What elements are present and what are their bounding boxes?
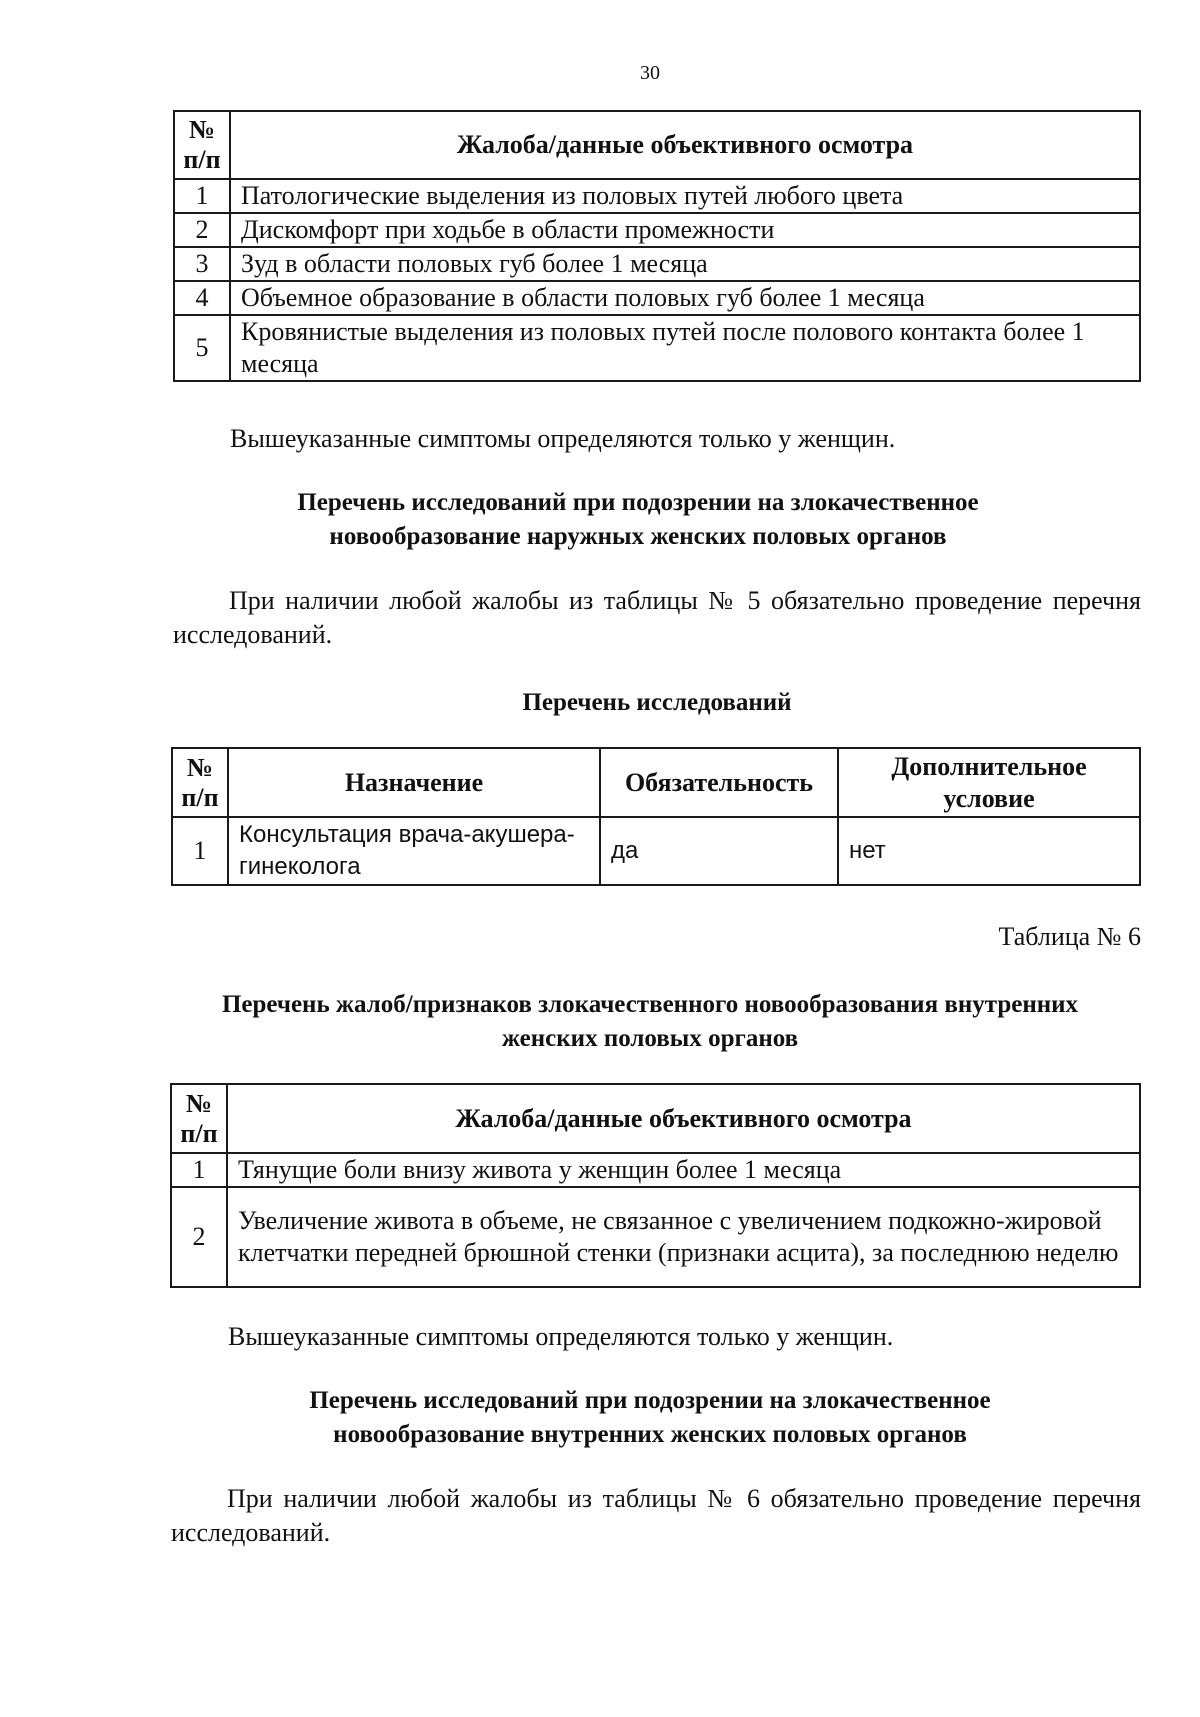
table-row xyxy=(172,817,1140,885)
table-row xyxy=(171,1153,1140,1187)
header-num: № п/п xyxy=(174,111,230,179)
note-symptoms-women-2: Вышеуказанные симптомы определяются только у женщин. xyxy=(228,1322,894,1351)
heading-exam-list: Перечень исследований xyxy=(522,689,792,716)
row-text: Объемное образование в области половых губ более 1 месяца xyxy=(230,281,1140,315)
table-row xyxy=(174,281,1140,315)
page-number: 30 xyxy=(640,62,660,84)
complaints-table-5 xyxy=(173,110,1141,382)
complaints-table-6 xyxy=(170,1083,1141,1288)
para-exam-internal: При наличии любой жалобы из таблицы № 6 обязательно проведение перечня исследований. xyxy=(171,1484,1141,1547)
table-row xyxy=(174,179,1140,213)
note-symptoms-women: Вышеуказанные симптомы определяются только у женщин. xyxy=(230,424,896,453)
table-header-row xyxy=(172,748,1140,817)
row-text: Дискомфорт при ходьбе в области промежности xyxy=(230,213,1140,247)
header-num: № п/п xyxy=(172,748,228,817)
table-header-row xyxy=(171,1084,1140,1153)
table-row xyxy=(174,247,1140,281)
heading-complaints-internal: Перечень жалоб/признаков злокачественного новообразования внутренних женских половых органов xyxy=(221,991,1079,1052)
row-num: 1 xyxy=(171,1153,227,1187)
row-num: 3 xyxy=(174,247,230,281)
row-extra: нет xyxy=(838,817,1140,885)
row-mandatory: да xyxy=(600,817,838,885)
header-purpose: Назначение xyxy=(228,748,600,817)
exams-table xyxy=(171,747,1141,886)
header-mandatory: Обязательность xyxy=(600,748,838,817)
row-num: 1 xyxy=(172,817,228,885)
heading-exam-internal: Перечень исследований при подозрении на злокачественное новообразование внутренних женских половых органов xyxy=(309,1387,991,1448)
header-extra: Дополнительное условие xyxy=(838,748,1140,817)
row-num: 1 xyxy=(174,179,230,213)
row-text: Зуд в области половых губ более 1 месяца xyxy=(230,247,1140,281)
row-num: 2 xyxy=(171,1187,227,1287)
header-complaint: Жалоба/данные объективного осмотра xyxy=(227,1084,1140,1153)
table-row xyxy=(171,1187,1140,1287)
para-exam-external: При наличии любой жалобы из таблицы № 5 обязательно проведение перечня исследований. xyxy=(173,586,1141,649)
row-text: Патологические выделения из половых путей любого цвета xyxy=(230,179,1140,213)
row-num: 4 xyxy=(174,281,230,315)
header-num: № п/п xyxy=(171,1084,227,1153)
row-text: Увеличение живота в объеме, не связанное с увеличением подкожно-жировой клетчатки передней брюшной стенки (признаки асцита), за последнюю неделю xyxy=(227,1187,1140,1287)
table-label-6: Таблица № 6 xyxy=(998,922,1141,951)
row-purpose: Консультация врача-акушера-гинеколога xyxy=(228,817,600,885)
row-text: Кровянистые выделения из половых путей после полового контакта более 1 месяца xyxy=(230,315,1140,381)
header-complaint: Жалоба/данные объективного осмотра xyxy=(230,111,1140,179)
table-row xyxy=(174,213,1140,247)
table-row xyxy=(174,315,1140,381)
row-num: 2 xyxy=(174,213,230,247)
heading-exam-external: Перечень исследований при подозрении на злокачественное новообразование наружных женских половых органов xyxy=(297,489,979,550)
table-header-row xyxy=(174,111,1140,179)
row-num: 5 xyxy=(174,315,230,381)
row-text: Тянущие боли внизу живота у женщин более 1 месяца xyxy=(227,1153,1140,1187)
